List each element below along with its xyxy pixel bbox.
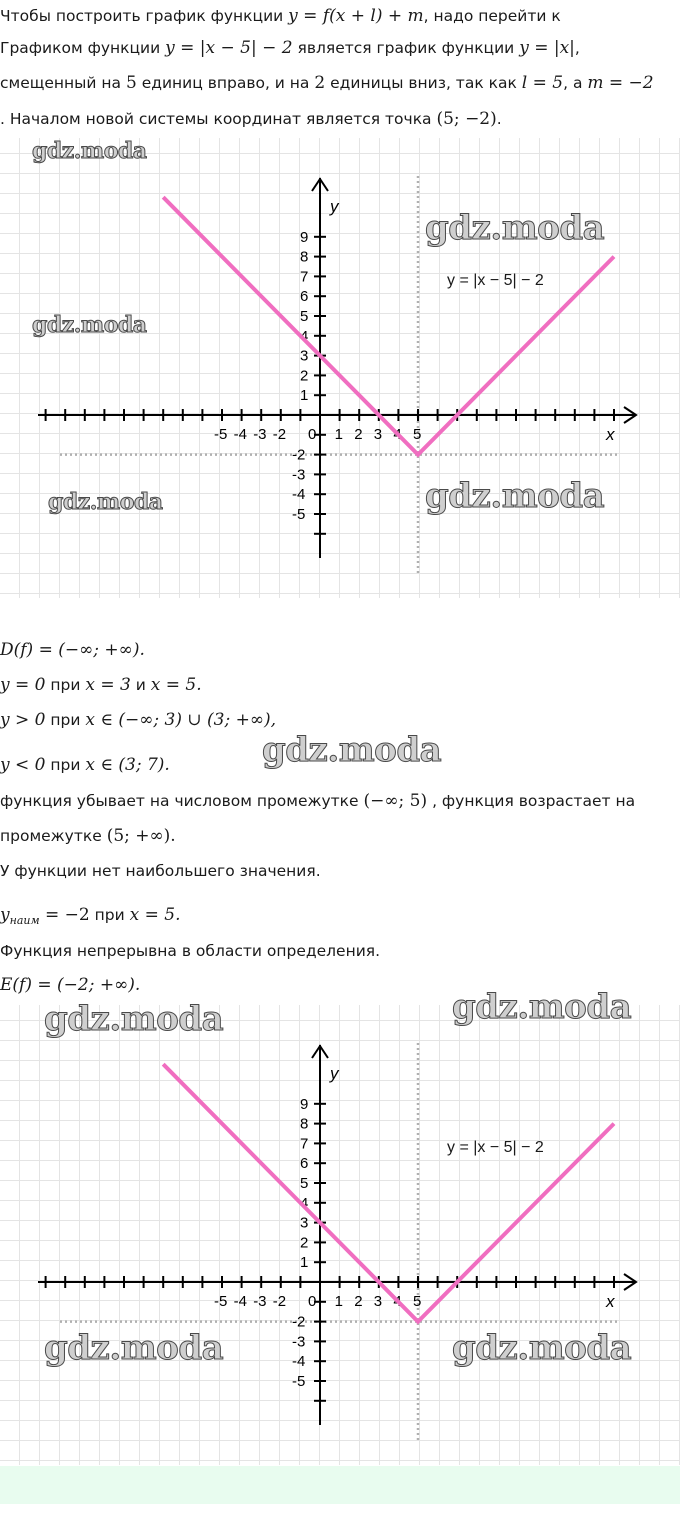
y-tick-label: -2	[292, 446, 306, 464]
x-tick-label: 5	[413, 1293, 422, 1310]
y-tick-label: -2	[292, 1313, 306, 1331]
footer-bar	[0, 1466, 680, 1504]
intro-line-3	[0, 73, 654, 93]
formula: x = 5.	[129, 905, 181, 925]
intro-text: является график функции	[292, 39, 520, 57]
y-tick-label: 2	[300, 367, 309, 385]
formula: E(f) = (−2; +∞).	[0, 975, 141, 995]
y-tick-label: -5	[292, 1373, 306, 1390]
monotonicity-line-2	[0, 826, 176, 846]
y-tick-label: 5	[300, 308, 309, 325]
text: функция убывает на числовом промежутке	[0, 792, 364, 810]
formula: y = 0	[0, 675, 46, 695]
min-line	[0, 905, 181, 927]
intro-line-4	[0, 109, 502, 129]
y-tick-label: 3	[300, 347, 309, 365]
y-tick-label: 1	[300, 1254, 309, 1272]
intro-text: смещенный на	[0, 74, 126, 92]
zeros-line	[0, 675, 202, 695]
y-axis-label: y	[330, 197, 339, 216]
formula: y = |x|	[519, 38, 575, 58]
formula: 5	[125, 73, 137, 93]
x-tick-label: -5	[214, 1293, 228, 1310]
x-tick-label: -5	[214, 426, 228, 443]
watermark: gdz.moda	[44, 999, 224, 1039]
intro-text: Чтобы построить график функции	[0, 7, 289, 25]
formula-label: y = |x − 5| − 2	[447, 1139, 544, 1156]
intro-text: . Началом новой системы координат является точка	[0, 110, 437, 128]
watermark: gdz.moda	[44, 1328, 224, 1368]
y-tick-label: 6	[300, 1155, 309, 1173]
watermark: gdz.moda	[32, 312, 147, 338]
watermark: gdz.moda	[425, 208, 605, 248]
domain-line	[0, 640, 145, 660]
watermark: gdz.moda	[425, 476, 605, 516]
negative-line	[0, 755, 170, 775]
y-tick-label: -3	[292, 1333, 306, 1351]
y-axis-label: y	[330, 1064, 339, 1083]
range-line	[0, 975, 140, 995]
y-tick-label: 8	[300, 1115, 309, 1133]
x-tick-label: -3	[253, 426, 267, 443]
formula: (−∞; 5)	[363, 791, 428, 811]
intro-text: , надо перейти к	[423, 7, 561, 25]
text: Функция непрерывна в области определения.	[0, 942, 381, 960]
y-tick-label: 8	[300, 248, 309, 266]
formula: y = |x − 5| − 2	[165, 38, 293, 58]
y-tick-label: 4	[300, 1194, 309, 1212]
formula: x ∈ (−∞; 3) ∪ (3; +∞),	[85, 710, 277, 730]
watermark: gdz.moda	[262, 730, 442, 770]
x-tick-label: 3	[373, 1293, 383, 1310]
y-tick-label: 9	[300, 1095, 309, 1113]
formula: D(f) = (−∞; +∞).	[0, 640, 145, 660]
x-tick-label: 0	[308, 426, 317, 443]
x-tick-label: -2	[272, 1293, 287, 1310]
x-tick-label: -4	[233, 426, 247, 443]
positive-line	[0, 710, 276, 730]
formula: 2	[314, 73, 326, 93]
formula: x = 3	[85, 675, 131, 695]
formula: = −2	[39, 905, 90, 925]
x-tick-label: 3	[373, 426, 383, 443]
intro-text: единицы вниз, так как	[325, 74, 522, 92]
x-tick-label: 1	[334, 1293, 343, 1310]
formula: y	[0, 905, 10, 925]
intro-line-1	[0, 6, 561, 26]
continuity-line	[0, 942, 380, 960]
max-line	[0, 862, 321, 880]
formula: (5; +∞).	[106, 826, 176, 846]
function-graph-2	[0, 987, 680, 1465]
x-tick-label: 5	[413, 426, 422, 443]
formula: y = f(x + l) + m	[288, 6, 424, 26]
text: промежутке	[0, 827, 107, 845]
y-tick-label: -3	[292, 466, 306, 484]
text: при	[45, 676, 86, 694]
graph-svg	[0, 1005, 680, 1465]
x-axis-label: x	[606, 1292, 615, 1311]
y-tick-label: 4	[300, 327, 309, 345]
graph-svg	[0, 138, 680, 598]
watermark: gdz.moda	[32, 138, 147, 164]
watermark: gdz.moda	[48, 489, 163, 515]
formula: x ∈ (3; 7).	[85, 755, 170, 775]
text: при	[89, 906, 130, 924]
x-tick-label: 4	[393, 426, 402, 443]
x-tick-label: 0	[308, 1293, 317, 1310]
y-tick-label: 5	[300, 1175, 309, 1192]
x-tick-label: -3	[253, 1293, 267, 1310]
intro-text: .	[496, 110, 502, 128]
monotonicity-line-1	[0, 791, 635, 811]
watermark: gdz.moda	[452, 1328, 632, 1368]
formula-label: y = |x − 5| − 2	[447, 272, 544, 289]
x-tick-label: 4	[393, 1293, 402, 1310]
x-tick-label: 2	[354, 426, 363, 443]
text: , функция возрастает на	[427, 792, 636, 810]
intro-text: Графиком функции	[0, 39, 166, 57]
formula: y < 0	[0, 755, 46, 775]
watermark: gdz.moda	[452, 987, 632, 1027]
y-tick-label: 1	[300, 387, 309, 405]
y-tick-label: 2	[300, 1234, 309, 1252]
x-tick-label: -2	[272, 426, 287, 443]
intro-line-2	[0, 38, 580, 58]
formula: l = 5	[521, 73, 564, 93]
y-tick-label: 6	[300, 288, 309, 306]
formula: x = 5.	[150, 675, 202, 695]
x-tick-label: 2	[354, 1293, 363, 1310]
y-tick-label: -4	[292, 1353, 306, 1371]
y-tick-label: 7	[300, 268, 309, 286]
y-tick-label: -5	[292, 506, 306, 523]
y-tick-label: -4	[292, 486, 306, 504]
x-tick-label: 1	[334, 426, 343, 443]
x-axis-label: x	[606, 425, 615, 444]
intro-text: ,	[574, 39, 580, 57]
intro-text: , а	[563, 74, 588, 92]
function-graph-1	[0, 138, 680, 598]
intro-text: единиц вправо, и на	[136, 74, 315, 92]
y-tick-label: 3	[300, 1214, 309, 1232]
text: У функции нет наибольшего значения.	[0, 862, 321, 880]
text: и	[130, 676, 151, 694]
text: при	[45, 756, 86, 774]
formula: y > 0	[0, 710, 46, 730]
x-tick-label: -4	[233, 1293, 247, 1310]
y-tick-label: 9	[300, 228, 309, 246]
text: при	[45, 711, 86, 729]
y-tick-label: 7	[300, 1135, 309, 1153]
formula: m = −2	[587, 73, 654, 93]
formula-subscript: наим	[9, 914, 40, 928]
formula: (5; −2)	[436, 109, 497, 129]
